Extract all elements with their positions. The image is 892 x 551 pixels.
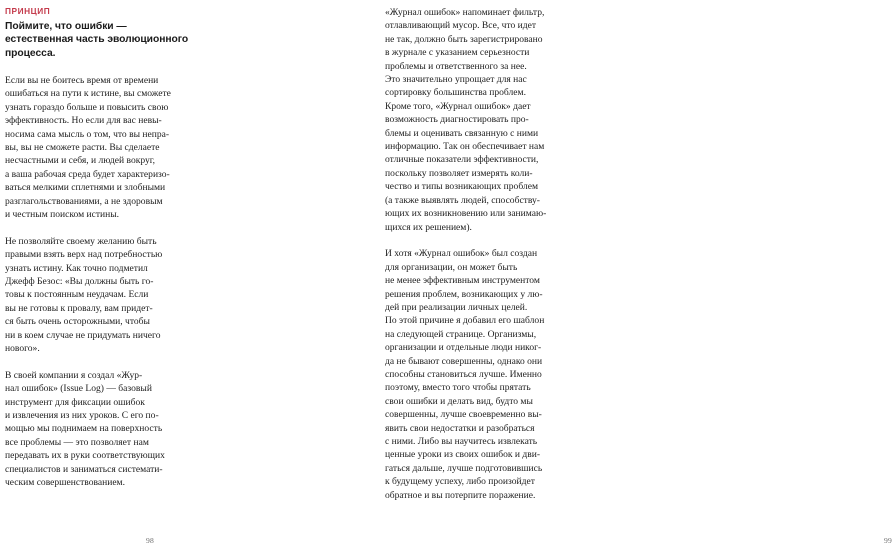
left-text-column — [5, 6, 197, 489]
text-line: специалистов и заниматься системати- — [5, 463, 163, 475]
text-line: отлавливающий мусор. Все, что идет — [385, 20, 537, 32]
text-line: нового». — [5, 343, 40, 354]
text-line: для организации, он может быть — [385, 261, 518, 273]
text-line: Это значительно упрощает для нас — [385, 74, 527, 86]
text-line: передавать их в руки соответствующих — [5, 450, 165, 462]
text-line: все проблемы — это позволяет нам — [5, 436, 149, 448]
text-line: узнать истину. Как точно подметил — [5, 262, 148, 274]
text-line: к будущему успеху, либо произойдет — [385, 476, 535, 488]
body-paragraph — [5, 74, 197, 221]
text-line: И хотя «Журнал ошибок» был создан — [385, 248, 538, 260]
page-right — [300, 0, 892, 551]
text-line: ческим совершенствованием. — [5, 477, 125, 489]
text-line: эффективность. Но если для вас невы- — [5, 115, 162, 127]
text-line: с ними. Либо вы научитесь извлекать — [385, 435, 538, 447]
text-line: а ваша рабочая среда будет характеризо- — [5, 168, 170, 180]
text-line: информацию. Так он обеспечивает нам — [385, 141, 545, 153]
principle-heading — [5, 20, 197, 60]
text-line: совершенны, лучше своевременно вы- — [385, 409, 542, 421]
text-line: поскольку позволяет измерять коли- — [385, 167, 533, 179]
heading-line: Поймите, что ошибки — — [5, 21, 127, 32]
page-number-right: 99 — [884, 536, 892, 545]
text-line: Если вы не боитесь время от времени — [5, 74, 159, 86]
text-line: возможность диагностировать про- — [385, 114, 529, 126]
principle-kicker: ПРИНЦИП — [5, 6, 51, 16]
text-line: мощью мы поднимаем на поверхность — [5, 423, 163, 435]
heading-line: естественная часть эволюционного — [5, 34, 189, 46]
text-line: да не бывают совершенны, однако они — [385, 355, 543, 367]
text-line: ни в коем случае не придумать ничего — [5, 329, 161, 341]
text-line: гаться дальше, лучше подготовившись — [385, 462, 543, 474]
heading-line: процесса. — [5, 47, 56, 59]
text-line: ценные уроки из своих ошибок и дви- — [385, 449, 541, 461]
right-text-column — [385, 6, 592, 515]
text-line: ся быть очень осторожными, чтобы — [5, 316, 150, 328]
text-line: инструмент для фиксации ошибок — [5, 396, 145, 408]
text-line: поэтому, вместо того чтобы прятать — [385, 382, 531, 394]
text-line: ющих их возникновению или занимаю- — [385, 208, 547, 220]
text-line: ваться мелкими сплетнями и злобными — [5, 182, 166, 194]
text-line: По этой причине я добавил его шаблон — [385, 315, 545, 327]
text-line: обратное и вы потерпите поражение. — [385, 489, 536, 501]
text-line: дей при реализации личных целей. — [385, 301, 528, 313]
text-line: В своей компании я создал «Жур- — [5, 369, 143, 381]
text-line: товы к постоянным неудачам. Если — [5, 289, 149, 301]
text-line: способны становиться лучше. Именно — [385, 368, 542, 380]
body-paragraph — [385, 247, 592, 502]
text-line: узнать гораздо больше и повысить свою — [5, 101, 169, 113]
text-line: не так, должно быть зарегистрировано — [385, 33, 543, 45]
text-line: правыми взять верх над потребностью — [5, 249, 163, 261]
body-paragraph — [5, 369, 197, 490]
text-line: на следующей странице. Организмы, — [385, 328, 537, 340]
text-line: сортировку большинства проблем. — [385, 87, 526, 99]
page-left — [0, 0, 300, 551]
text-line: не менее эффективным инструментом — [385, 275, 540, 287]
text-line: нал ошибок» (Issue Log) — базовый — [5, 383, 152, 395]
text-line: и честным поиском истины. — [5, 208, 120, 220]
text-line: в журнале с указанием серьезности — [385, 47, 530, 59]
text-line: разглагольствованиями, а не здоровым — [5, 195, 163, 207]
text-line: вы не готовы к провалу, вам придет- — [5, 302, 153, 314]
page-number-left: 98 — [146, 536, 154, 545]
text-line: (а также выявлять людей, способству- — [385, 194, 540, 206]
text-line: чество и типы возникающих проблем — [385, 181, 538, 193]
text-line: носима сама мысль о том, что вы непра- — [5, 128, 170, 140]
text-line: Кроме того, «Журнал ошибок» дает — [385, 100, 531, 112]
text-line: вы, вы не сможете расти. Вы сделаете — [5, 141, 160, 153]
text-line: организации и отдельные люди никог- — [385, 342, 542, 354]
text-line: явить свои недостатки и разобраться — [385, 422, 535, 434]
body-paragraph — [385, 6, 592, 234]
text-line: ошибаться на пути к истине, вы сможете — [5, 88, 171, 100]
text-line: свои ошибки и делать вид, будто мы — [385, 395, 533, 407]
text-line: блемы и оценивать связанную с ними — [385, 127, 539, 139]
text-line: «Журнал ошибок» напоминает фильтр, — [385, 7, 545, 18]
text-line: решения проблем, возникающих у лю- — [385, 288, 543, 300]
text-line: щихся их решением). — [385, 221, 472, 233]
text-line: несчастными и себя, и людей вокруг, — [5, 155, 156, 167]
text-line: Не позволяйте своему желанию быть — [5, 235, 157, 247]
text-line: и извлечения из них уроков. С его по- — [5, 410, 159, 422]
text-line: Джефф Безос: «Вы должны быть го- — [5, 275, 154, 287]
text-line: проблемы и ответственного за нее. — [385, 60, 527, 72]
text-line: отличные показатели эффективности, — [385, 154, 539, 166]
body-paragraph — [5, 235, 197, 356]
